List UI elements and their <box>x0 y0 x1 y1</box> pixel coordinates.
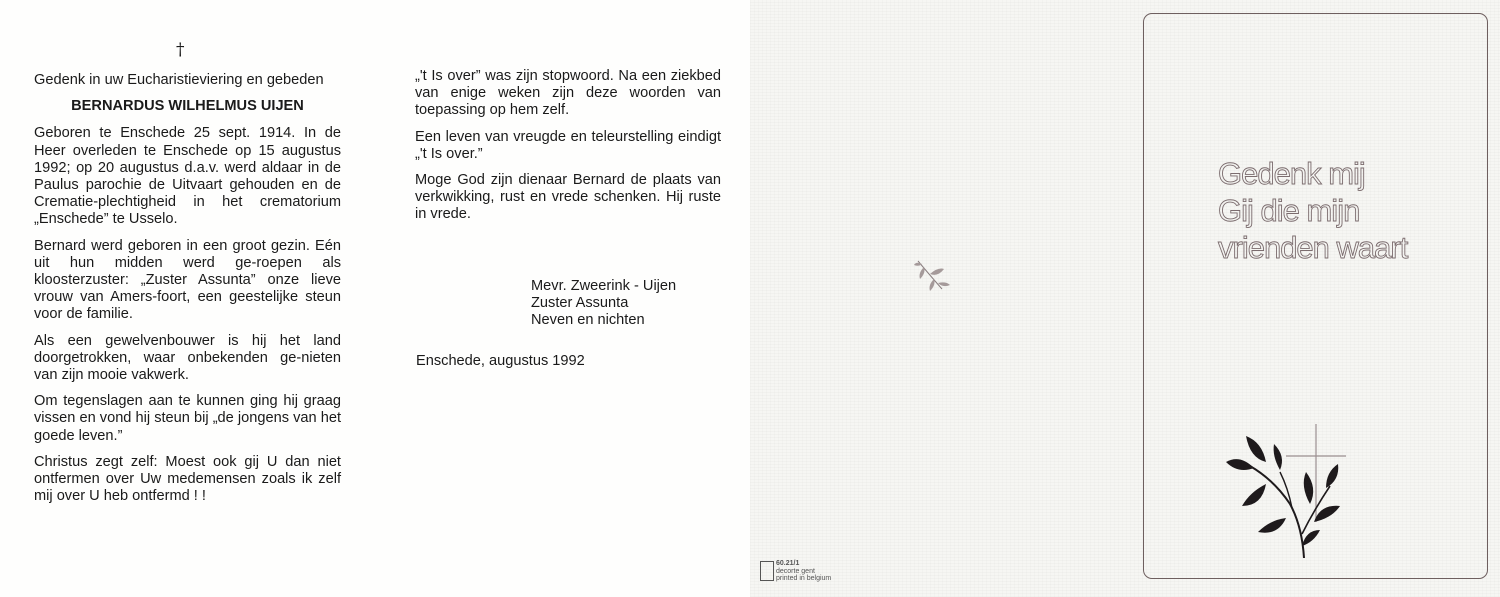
printer-name: decorte gent <box>776 567 815 575</box>
paragraph-hobby: Om tegenslagen aan te kunnen ging hij graag vissen en vond hij steun bij „de jongens van het goede leven.” <box>34 393 341 444</box>
deceased-name: BERNARDUS WILHELMUS UIJEN <box>71 98 304 115</box>
small-leaf-sprig-icon <box>912 255 954 295</box>
place-and-date: Enschede, augustus 1992 <box>416 353 585 369</box>
title-line: Gedenk mij <box>1218 156 1365 191</box>
cross-and-branch-icon <box>1222 422 1352 562</box>
intro-line: Gedenk in uw Eucharistieviering en gebeden <box>34 72 324 88</box>
signatory: Neven en nichten <box>531 312 645 329</box>
memorial-text-column-2 <box>415 68 721 233</box>
signatory: Zuster Assunta <box>531 295 629 312</box>
printer-code: 60.21/1 <box>776 560 800 567</box>
title-line: Gij die mijn <box>1218 193 1360 228</box>
paragraph-prayer: Moge God zijn dienaar Bernard de plaats van verkwikking, rust en vrede schenken. Hij ruste in vrede. <box>415 172 721 223</box>
printer-origin: printed in belgium <box>776 575 832 582</box>
title-line: vrienden waart <box>1218 230 1408 265</box>
paragraph-life: Een leven van vreugde en teleurstelling eindigt „'t Is over.” <box>415 128 721 162</box>
card-title <box>1218 155 1458 266</box>
signatory: Mevr. Zweerink - Uijen <box>531 278 677 294</box>
paragraph-birth-death: Geboren te Enschede 25 sept. 1914. In de Heer overleden te Enschede op 15 augustus 1992; op 20 augustus d.a.v. werd aldaar in de Paulus parochie de Uitvaart gehouden en de Crematie-plechtigheid in het crematorium „Enschede” te Usselo. <box>34 125 341 228</box>
paragraph-motto: „'t Is over” was zijn stopwoord. Na een ziekbed van enige weken zijn deze woorden van toepassing op hem zelf. <box>415 68 721 119</box>
paragraph-christ: Christus zegt zelf: Moest ook gij U dan niet ontfermen over Uw medemensen zoals ik zelf mij over U heb ontfermd ! ! <box>34 453 341 505</box>
signatories <box>531 278 676 330</box>
paragraph-work: Als een gewelvenbouwer is hij het land doorgetrokken, waar onbekenden ge-nieten van zijn mooie vakwerk. <box>34 332 341 384</box>
paragraph-family: Bernard werd geboren in een groot gezin. Eén uit hun midden werd ge-roepen als kloosterzuster: „Zuster Assunta” onze lieve vrouw van Amers-foort, een geestelijke steun voor de familie. <box>34 237 341 323</box>
printer-logo-icon <box>760 561 774 581</box>
memorial-text-column-1 <box>34 72 341 514</box>
cross-symbol: † <box>176 40 185 60</box>
